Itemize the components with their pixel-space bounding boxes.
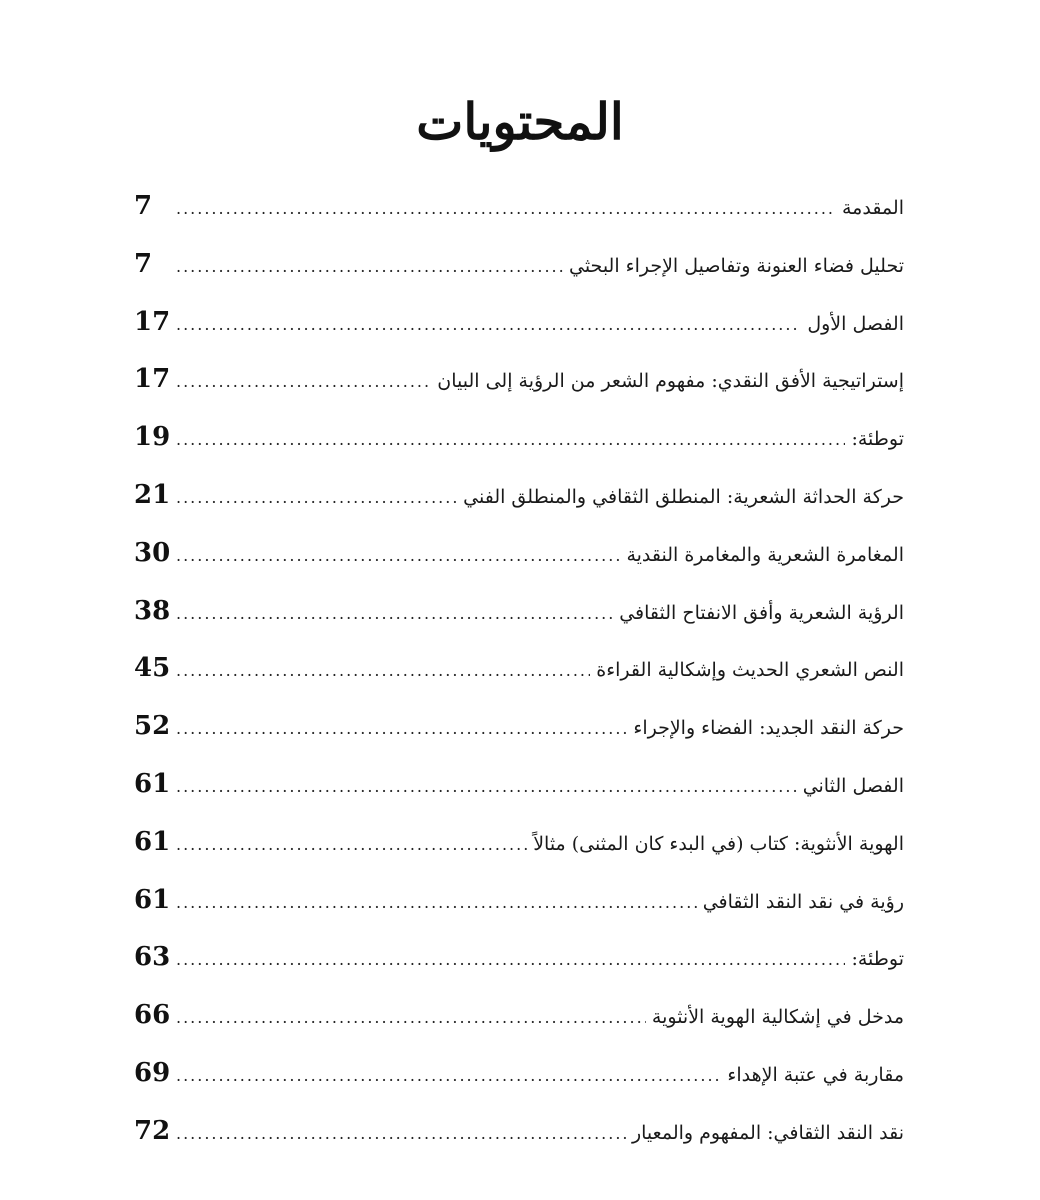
dot-leader: [176, 353, 431, 409]
dot-leader: [176, 931, 845, 987]
toc-entry-title: توطئة:: [851, 948, 904, 971]
toc-page-number: 17: [134, 306, 171, 337]
dot-leader: [176, 469, 457, 525]
dot-leader: [176, 180, 836, 236]
toc-page-number: 21: [134, 479, 171, 510]
toc-page-number: 63: [134, 942, 171, 973]
toc-entry: [134, 525, 904, 583]
toc-entry-title: الهوية الأنثوية: كتاب (في البدء كان المثنى) مثالاً: [533, 832, 904, 855]
toc-entry: [134, 409, 904, 467]
toc-entry-title: حركة الحداثة الشعرية: المنطلق الثقافي والمنطلق الفني: [463, 485, 904, 508]
toc-entry-title: رؤية في نقد النقد الثقافي: [702, 890, 904, 913]
dot-leader: [176, 296, 801, 352]
toc-page-number: 61: [134, 768, 171, 799]
dot-leader: [176, 989, 646, 1045]
toc-entry: [134, 698, 904, 756]
toc-page-number: 7: [134, 248, 153, 279]
toc-entry-title: المغامرة الشعرية والمغامرة النقدية: [626, 543, 904, 566]
toc-page-number: 45: [134, 653, 171, 684]
toc-entry-title: الرؤية الشعرية وأفق الانفتاح الثقافي: [619, 601, 904, 624]
toc-entry-title: توطئة:: [851, 428, 904, 451]
toc-page-number: 72: [134, 1115, 171, 1146]
toc-entry: [134, 294, 904, 352]
toc-page-number: 69: [134, 1057, 171, 1088]
toc-page-number: 38: [134, 595, 171, 626]
toc-page-number: 30: [134, 537, 171, 568]
dot-leader: [176, 816, 527, 872]
toc-entry-title: حركة النقد الجديد: الفضاء والإجراء: [633, 717, 904, 740]
dot-leader: [176, 411, 845, 467]
toc-entry-title: مدخل في إشكالية الهوية الأنثوية: [651, 1006, 904, 1029]
page-title: المحتويات: [416, 91, 624, 151]
toc-entry: [134, 987, 904, 1045]
toc-page-number: 66: [134, 1000, 171, 1031]
toc-page-number: 17: [134, 364, 171, 395]
dot-leader: [176, 585, 613, 641]
toc-entry: [134, 178, 904, 236]
toc-entry-title: إستراتيجية الأفق النقدي: مفهوم الشعر من الرؤية إلى البيان: [437, 370, 904, 393]
toc-entry: [134, 872, 904, 930]
dot-leader: [176, 1105, 626, 1161]
toc-entry: [134, 1045, 904, 1103]
toc-page-number: 52: [134, 711, 171, 742]
toc-entry-title: المقدمة: [841, 197, 904, 219]
dot-leader: [176, 642, 590, 698]
toc-page-number: 19: [134, 422, 171, 453]
toc-entry: [134, 814, 904, 872]
dot-leader: [176, 874, 697, 930]
toc-page-number: 7: [134, 191, 153, 221]
dot-leader: [176, 527, 620, 583]
toc-entry: [134, 236, 904, 294]
toc-entry: [134, 929, 904, 987]
toc-page-number: 61: [134, 826, 171, 857]
dot-leader: [176, 238, 563, 294]
dot-leader: [176, 758, 797, 814]
toc-entry: [134, 583, 904, 641]
toc-entry: [134, 756, 904, 814]
toc-entry: [134, 467, 904, 525]
dot-leader: [176, 700, 627, 756]
table-of-contents: [134, 178, 904, 1161]
toc-entry-title: تحليل فضاء العنونة وتفاصيل الإجراء البحثي: [568, 254, 904, 277]
dot-leader: [176, 1047, 721, 1103]
toc-entry-title: الفصل الثاني: [802, 774, 904, 797]
toc-page-number: 61: [134, 884, 171, 915]
toc-entry-title: الفصل الأول: [807, 312, 904, 335]
toc-entry-title: نقد النقد الثقافي: المفهوم والمعيار: [631, 1121, 904, 1144]
toc-entry: [134, 640, 904, 698]
toc-entry: [134, 1103, 904, 1161]
toc-entry-title: النص الشعري الحديث وإشكالية القراءة: [596, 659, 904, 682]
toc-entry: [134, 351, 904, 409]
toc-entry-title: مقاربة في عتبة الإهداء: [727, 1063, 904, 1086]
